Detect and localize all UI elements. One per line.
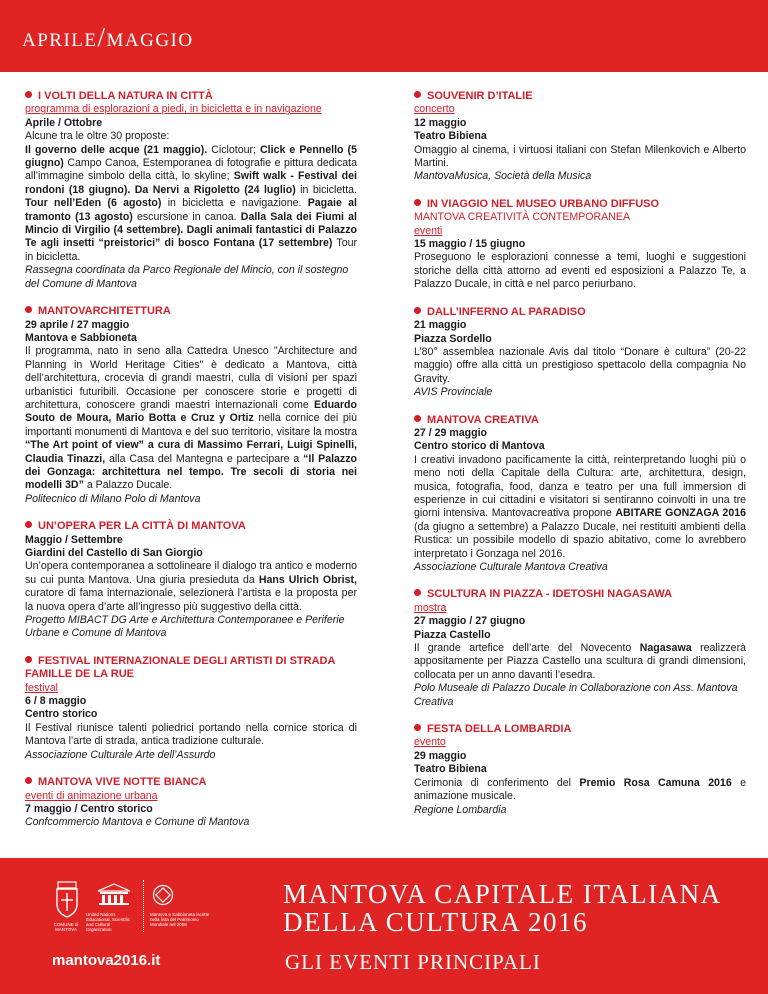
footer-subtitle: GLI EVENTI PRINCIPALI <box>285 950 541 974</box>
event-organizer: Regione Lombardia <box>414 803 507 816</box>
bullet-dot-icon <box>414 415 421 422</box>
event-organizer: AVIS Provinciale <box>414 386 493 399</box>
event-description: L’80° assemblea nazionale Avis dal titolo “Donare è cultura” (20-22 maggio) offre alla città un prestigioso spettacolo della compagnia No Gravity. <box>414 345 746 385</box>
bullet-dot-icon <box>25 521 32 528</box>
event-place: Giardini del Castello di San Giorgio <box>25 547 203 559</box>
event-section <box>25 776 357 830</box>
event-title: IN VIAGGIO NEL MUSEO URBANO DIFFUSO <box>414 198 746 211</box>
bullet-dot-icon <box>25 656 32 663</box>
event-description: I creativi invadono pacificamente la città, reinterpretando luoghi più o meno noti della Capitale della Cultura: arte, architettura, design, musica, fotografia, food, danza e teatro per una full immersion di esperienze in cui cittadini e visitatori si sentiranno coinvolti in una tre giorni intensiva. Mantovacreativa propone ABITARE GONZAGA 2016 (da giugno a settembre) a Palazzo Ducale, nei restituiti ambienti della Rustica: un possibile modello di spazio abitativo, come lo avrebbero interpretato i Gonzaga nel 2016. <box>414 453 746 560</box>
event-date: Aprile / Ottobre <box>25 116 103 129</box>
event-place: Piazza Castello <box>414 628 491 641</box>
event-type: concerto <box>414 103 455 116</box>
event-title: MANTOVA CREATIVA <box>414 414 746 427</box>
event-organizer: Polo Museale di Palazzo Ducale in Collaborazione con Ass. Mantova Creativa <box>414 682 738 708</box>
event-section <box>414 198 746 292</box>
bullet-dot-icon <box>414 589 421 596</box>
event-organizer: Confcommercio Mantova e Comune di Mantova <box>25 816 250 829</box>
event-date: 27 / 29 maggio <box>414 426 488 439</box>
left-column <box>25 90 357 844</box>
event-title: SCULTURA IN PIAZZA - IDETOSHI NAGASAWA <box>414 588 746 601</box>
event-place: Teatro Bibiena <box>414 763 487 776</box>
event-description: Il grande artefice dell’arte del Novecento Nagasawa realizzerà appositamente per Piazza Castello una scultura di grandi dimensioni, collocata per un anno davanti l’esedra. <box>414 642 746 681</box>
event-description: Il governo delle acque (21 maggio). Ciclotour; Click e Pennello (5 giugno) Campo Canoa, Estemporanea di fotografie e pittura dedicata all’immagine simbolo della città, lo skyline; Swift walk - Festival dei rondoni (18 giugno). Da Nervi a Rigoletto (24 luglio) in bicicletta. Tour nell’Eden (6 agosto) in bicicletta e navigazione. Pagaie al tramonto (13 agosto) escursione in canoa. Dalla Sala dei Fiumi al Mincio di Virgilio (4 settembre). Dagli animali fantastici di Palazzo Te agli insetti “preistorici” di bosco Fontana (17 settembre) Tour in bicicletta. <box>25 143 358 263</box>
event-date: 7 maggio / Centro storico <box>25 802 153 815</box>
event-title: UN’OPERA PER LA CITTÀ DI MANTOVA <box>25 520 357 533</box>
event-title: MANTOVA VIVE NOTTE BIANCA <box>25 776 357 789</box>
event-title: SOUVENIR D’ITALIE <box>414 90 746 103</box>
event-section <box>25 520 357 641</box>
event-organizer: MantovaMusica, Società della Musica <box>414 170 592 183</box>
bullet-dot-icon <box>25 91 32 98</box>
event-date: Maggio / Settembre <box>25 533 123 546</box>
event-place: Centro storico <box>25 708 98 721</box>
bullet-dot-icon <box>414 724 421 731</box>
event-description: Proseguono le esplorazioni connesse a temi, luoghi e suggestioni storiche della città attorno ad eventi ed esposizioni a Palazzo Te, a Palazzo Ducale, in città e nel parco periurbano. <box>414 251 746 291</box>
event-type: eventi <box>414 224 443 237</box>
comune-crest-icon <box>52 880 82 920</box>
page-title: aprile/maggio <box>22 22 194 52</box>
event-date: 27 maggio / 27 giugno <box>414 615 526 628</box>
header-band <box>0 0 768 72</box>
bullet-dot-icon <box>414 307 421 314</box>
event-section <box>414 723 746 817</box>
event-description: Omaggio al cinema, i virtuosi italiani con Stefan Milenkovich e Alberto Martini. <box>414 143 746 170</box>
event-organizer: Progetto MIBACT DG Arte e Architettura Contemporanee e Periferie Urbane e Comune di Mantova <box>25 614 345 640</box>
event-place: Mantova e Sabbioneta <box>25 331 137 344</box>
world-heritage-text: Mantova e Sabbioneta iscritte nella lista del Patrimonio Mondiale nel 2008 <box>150 912 210 927</box>
world-heritage-icon <box>152 884 174 906</box>
event-type: mostra <box>414 601 447 614</box>
logo-divider <box>143 880 144 932</box>
event-organizer: Associazione Culturale Mantova Creativa <box>414 561 608 573</box>
event-place: Piazza Sordello <box>414 332 492 345</box>
comune-logo-text: COMUNE di MANTOVA <box>53 922 79 932</box>
event-organizer: Politecnico di Milano Polo di Mantova <box>25 492 201 505</box>
event-title: FESTIVAL INTERNAZIONALE DEGLI ARTISTI DI STRADA FAMILLE DE LA RUE <box>25 654 335 681</box>
event-section <box>25 90 357 291</box>
event-date: 15 maggio / 15 giugno <box>414 238 526 251</box>
bullet-dot-icon <box>25 777 32 784</box>
event-date: 29 maggio <box>414 749 467 762</box>
event-section <box>414 90 746 184</box>
event-section <box>414 306 746 400</box>
event-title: MANTOVARCHITETTURA <box>25 305 357 318</box>
footer-title: MANTOVA CAPITALE ITALIANA DELLA CULTURA 2016 <box>283 879 721 937</box>
event-title: DALL’INFERNO AL PARADISO <box>414 306 746 319</box>
event-date: 29 aprile / 27 maggio <box>25 318 130 331</box>
unesco-temple-icon <box>94 882 134 906</box>
event-description: Un’opera contemporanea a sottolineare il dialogo tra antico e moderno su cui punta Mantova. Una giuria presieduta da Hans Ulrich Obrist, curatore di fama internazionale, selezionerà l’artista e la proposta per la nuova opera d’arte all’ingresso più suggestivo della città. <box>25 560 357 613</box>
unesco-logo-text: United Nations Educational, Scientific and Cultural Organization <box>86 912 131 932</box>
event-description: Il Festival riunisce talenti poliedrici portando nella cornice storica di Mantova l’arte di strada, antica tradizione culturale. <box>25 721 357 748</box>
event-date: 21 maggio <box>414 319 467 332</box>
event-title: I VOLTI DELLA NATURA IN CITTÀ <box>25 90 357 103</box>
event-description: Il programma, nato in seno alla Cattedra Unesco "Architecture and Planning in World Heritage Cities" è dedicato a Mantova, città dell’architettura, crocevia di grandi maestri, culla di visioni per spazi urbanistici futuribili. Occasione per conoscere storie e progetti di architettura, conoscere grandi maestri internazionali come Eduardo Souto de Moura, Mario Botta e Cruz y Ortiz nella cornice dei più importanti monumenti di Mantova e del suo territorio, visitare la mostra “The Art point of view” a cura di Massimo Ferrari, Luigi Spinelli, Claudia Tinazzi, alla Casa del Mantegna e partecipare a “Il Palazzo dei Gonzaga: architettura nel tempo. Tre secoli di storia nei modelli 3D” a Palazzo Ducale. <box>25 345 358 492</box>
event-organizer: Associazione Culturale Arte dell’Assurdo <box>25 748 216 761</box>
event-type: eventi di animazione urbana <box>25 789 158 802</box>
event-section <box>25 655 357 762</box>
event-date: 12 maggio <box>414 116 467 129</box>
event-section <box>25 305 357 506</box>
event-place: Teatro Bibiena <box>414 130 487 143</box>
event-place: Centro storico di Mantova <box>414 440 545 453</box>
event-type: programma di esplorazioni a piedi, in bicicletta e in navigazione <box>25 103 322 116</box>
event-intro: Alcune tra le oltre 30 proposte: <box>25 130 170 143</box>
event-section <box>414 414 746 575</box>
bullet-dot-icon <box>414 199 421 206</box>
event-date: 6 / 8 maggio <box>25 695 87 708</box>
website-link[interactable]: mantova2016.it <box>52 952 161 969</box>
bullet-dot-icon <box>25 306 32 313</box>
event-section <box>414 588 746 709</box>
event-type: festival <box>25 681 58 694</box>
event-subtitle: MANTOVA CREATIVITÀ CONTEMPORANEA <box>414 211 631 224</box>
right-column <box>414 90 746 831</box>
event-organizer: Rassegna coordinata da Parco Regionale del Mincio, con il sostegno del Comune di Mantova <box>25 264 349 290</box>
bullet-dot-icon <box>414 91 421 98</box>
event-description: Cerimonia di conferimento del Premio Rosa Camuna 2016 e animazione musicale. <box>414 776 746 803</box>
event-title: FESTA DELLA LOMBARDIA <box>414 723 746 736</box>
event-type: evento <box>414 736 446 749</box>
